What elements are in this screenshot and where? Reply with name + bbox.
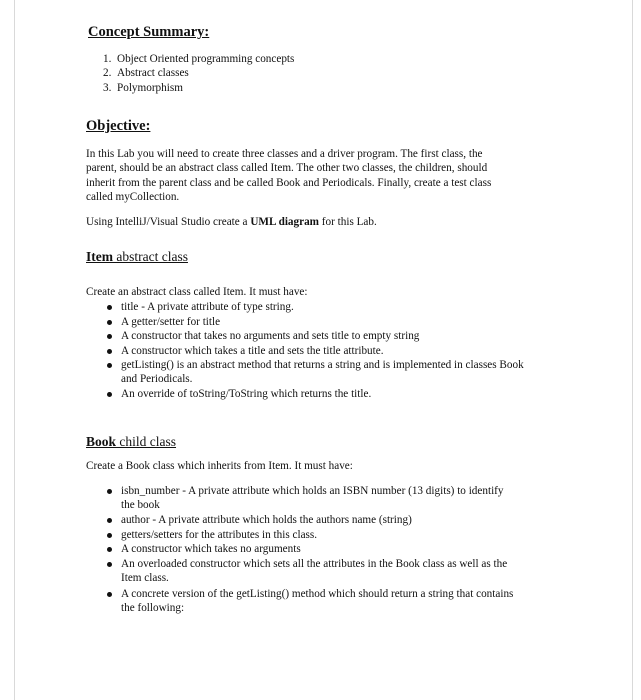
- objective-paragraph-line: called myCollection.: [86, 191, 180, 203]
- concept-item-number: 3.: [103, 82, 112, 94]
- uml-instruction-prefix: Using IntelliJ/Visual Studio create a: [86, 216, 251, 228]
- objective-heading: Objective:: [86, 118, 151, 134]
- item-bullet: getListing() is an abstract method that returns a string and is implemented in classes Book: [121, 359, 524, 371]
- uml-instruction-suffix: for this Lab.: [319, 216, 377, 228]
- item-heading-bold: Item: [86, 249, 113, 264]
- book-bullet: isbn_number - A private attribute which holds an ISBN number (13 digits) to identify: [121, 485, 504, 497]
- item-bullet: A constructor which takes a title and sets the title attribute.: [121, 345, 384, 357]
- item-bullet: A getter/setter for title: [121, 316, 221, 328]
- book-bullet: getters/setters for the attributes in this class.: [121, 529, 318, 541]
- bullet-icon: [107, 518, 112, 523]
- book-heading-bold: Book: [86, 434, 117, 449]
- uml-diagram-emphasis: UML diagram: [250, 216, 319, 228]
- bullet-icon: [107, 547, 112, 552]
- concept-item-text: Abstract classes: [117, 67, 189, 79]
- bullet-icon: [107, 592, 112, 597]
- item-intro: Create an abstract class called Item. It must have:: [86, 286, 308, 298]
- book-bullet-continuation: Item class.: [121, 572, 169, 584]
- item-heading: [86, 249, 188, 265]
- book-bullet: author - A private attribute which holds the authors name (string): [121, 514, 412, 526]
- book-intro: Create a Book class which inherits from Item. It must have:: [86, 460, 353, 472]
- book-bullet: A constructor which takes no arguments: [121, 543, 301, 555]
- item-bullet: A constructor that takes no arguments and sets title to empty string: [121, 330, 420, 342]
- concept-item-number: 2.: [103, 67, 112, 79]
- bullet-icon: [107, 320, 112, 325]
- item-bullet: title - A private attribute of type string.: [121, 301, 294, 313]
- book-bullet-continuation: the book: [121, 499, 160, 511]
- book-heading-rest: child class: [116, 434, 177, 449]
- objective-paragraph-line: inherit from the parent class and be called Book and Periodicals. Finally, create a test class: [86, 177, 492, 189]
- book-bullet-continuation: the following:: [121, 602, 185, 614]
- concept-item-number: 1.: [103, 53, 112, 65]
- bullet-icon: [107, 533, 112, 538]
- objective-paragraph-line: parent, should be an abstract class called Item. The other two classes, the children, should: [86, 162, 488, 174]
- uml-instruction: [86, 215, 377, 229]
- concept-item: [103, 52, 294, 66]
- bullet-icon: [107, 349, 112, 354]
- book-bullet: An overloaded constructor which sets all the attributes in the Book class as well as the: [121, 558, 508, 570]
- bullet-icon: [107, 562, 112, 567]
- concept-item: [103, 81, 183, 95]
- book-bullet: A concrete version of the getListing() method which should return a string that contains: [121, 588, 514, 600]
- concept-item-text: Object Oriented programming concepts: [117, 53, 295, 65]
- concept-item-text: Polymorphism: [117, 82, 183, 94]
- bullet-icon: [107, 363, 112, 368]
- bullet-icon: [107, 334, 112, 339]
- item-bullet: An override of toString/ToString which returns the title.: [121, 388, 372, 400]
- item-heading-rest: abstract class: [113, 249, 188, 264]
- objective-paragraph-line: In this Lab you will need to create three classes and a driver program. The first class, the: [86, 148, 483, 160]
- concept-summary-heading: Concept Summary:: [88, 24, 210, 40]
- bullet-icon: [107, 305, 112, 310]
- book-heading: [86, 434, 176, 450]
- concept-item: [103, 66, 189, 80]
- bullet-icon: [107, 489, 112, 494]
- item-bullet-continuation: and Periodicals.: [121, 373, 193, 385]
- bullet-icon: [107, 392, 112, 397]
